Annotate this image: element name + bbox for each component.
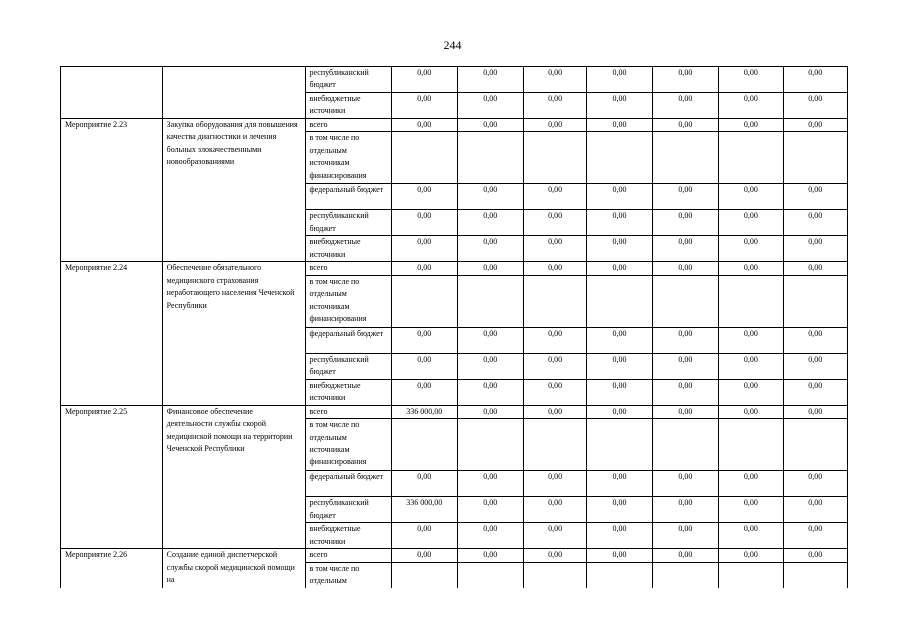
value-cell: 0,00 — [587, 184, 652, 210]
value-cell: 0,00 — [783, 405, 847, 418]
event-id-cell — [61, 67, 163, 119]
event-description-cell: Закупка оборудования для повышения качества диагностики и лечения больных злокачественными новообразованиями — [162, 119, 305, 262]
value-cell: 0,00 — [457, 353, 523, 379]
funding-source-cell: всего — [305, 119, 392, 132]
value-cell: 0,00 — [523, 353, 586, 379]
event-description-cell: Финансовое обеспечение деятельности службы скорой медицинской помощи на территории Чеченской Республики — [162, 405, 305, 548]
value-cell: 0,00 — [652, 353, 718, 379]
value-cell: 0,00 — [523, 262, 586, 275]
funding-source-cell: внебюджетные источники — [305, 523, 392, 549]
value-cell: 0,00 — [719, 471, 783, 497]
funding-source-cell: республиканский бюджет — [305, 353, 392, 379]
value-cell: 0,00 — [523, 93, 586, 119]
funding-source-cell: внебюджетные источники — [305, 236, 392, 262]
value-cell: 0,00 — [523, 327, 586, 353]
value-cell — [719, 132, 783, 184]
value-cell: 0,00 — [783, 119, 847, 132]
value-cell: 0,00 — [783, 471, 847, 497]
value-cell: 0,00 — [783, 93, 847, 119]
value-cell: 0,00 — [587, 523, 652, 549]
value-cell: 0,00 — [523, 497, 586, 523]
value-cell: 0,00 — [652, 184, 718, 210]
value-cell: 0,00 — [457, 327, 523, 353]
value-cell: 0,00 — [523, 405, 586, 418]
value-cell: 0,00 — [457, 67, 523, 93]
value-cell: 0,00 — [392, 236, 457, 262]
value-cell: 0,00 — [652, 405, 718, 418]
value-cell: 0,00 — [523, 471, 586, 497]
value-cell: 0,00 — [392, 93, 457, 119]
value-cell: 0,00 — [392, 262, 457, 275]
value-cell — [652, 419, 718, 471]
value-cell: 0,00 — [587, 497, 652, 523]
value-cell: 0,00 — [652, 210, 718, 236]
value-cell: 0,00 — [719, 405, 783, 418]
value-cell: 0,00 — [523, 523, 586, 549]
value-cell: 0,00 — [587, 405, 652, 418]
funding-source-cell: внебюджетные источники — [305, 379, 392, 405]
value-cell: 0,00 — [783, 236, 847, 262]
value-cell: 0,00 — [652, 523, 718, 549]
page-number: 244 — [443, 38, 462, 52]
value-cell: 0,00 — [523, 210, 586, 236]
value-cell: 0,00 — [587, 327, 652, 353]
value-cell: 0,00 — [587, 262, 652, 275]
value-cell: 0,00 — [719, 210, 783, 236]
value-cell: 0,00 — [719, 236, 783, 262]
value-cell: 0,00 — [392, 471, 457, 497]
value-cell: 0,00 — [523, 119, 586, 132]
value-cell: 0,00 — [392, 523, 457, 549]
value-cell: 0,00 — [457, 379, 523, 405]
value-cell — [587, 132, 652, 184]
value-cell — [392, 419, 457, 471]
value-cell: 0,00 — [587, 119, 652, 132]
value-cell — [783, 419, 847, 471]
value-cell: 0,00 — [783, 184, 847, 210]
table-row — [61, 549, 848, 562]
value-cell: 0,00 — [457, 497, 523, 523]
value-cell: 0,00 — [457, 236, 523, 262]
value-cell — [523, 419, 586, 471]
value-cell: 0,00 — [523, 236, 586, 262]
value-cell: 0,00 — [392, 353, 457, 379]
value-cell: 336 000,00 — [392, 497, 457, 523]
value-cell: 0,00 — [392, 327, 457, 353]
value-cell: 0,00 — [719, 184, 783, 210]
value-cell: 0,00 — [652, 93, 718, 119]
value-cell: 0,00 — [523, 67, 586, 93]
value-cell — [783, 132, 847, 184]
value-cell: 0,00 — [783, 379, 847, 405]
value-cell: 0,00 — [719, 262, 783, 275]
value-cell: 0,00 — [783, 353, 847, 379]
value-cell: 0,00 — [652, 471, 718, 497]
event-id-cell: Мероприятие 2.24 — [61, 262, 163, 405]
funding-source-cell: федеральный бюджет — [305, 327, 392, 353]
value-cell: 0,00 — [652, 67, 718, 93]
value-cell: 0,00 — [652, 549, 718, 562]
value-cell: 0,00 — [457, 210, 523, 236]
event-description-cell: Создание единой диспетчерской службы скорой медицинской помощи на — [162, 549, 305, 588]
value-cell: 0,00 — [523, 184, 586, 210]
funding-source-cell: в том числе по отдельным — [305, 562, 392, 588]
table-row — [61, 405, 848, 418]
value-cell — [719, 419, 783, 471]
funding-source-cell: республиканский бюджет — [305, 210, 392, 236]
value-cell: 0,00 — [652, 327, 718, 353]
value-cell — [523, 275, 586, 327]
value-cell — [457, 562, 523, 588]
value-cell: 0,00 — [783, 327, 847, 353]
value-cell — [457, 275, 523, 327]
value-cell: 0,00 — [783, 497, 847, 523]
funding-source-cell: республиканский бюджет — [305, 67, 392, 93]
value-cell — [457, 419, 523, 471]
event-id-cell: Мероприятие 2.23 — [61, 119, 163, 262]
value-cell: 0,00 — [457, 471, 523, 497]
value-cell: 0,00 — [652, 119, 718, 132]
value-cell: 0,00 — [783, 262, 847, 275]
value-cell: 0,00 — [783, 549, 847, 562]
value-cell: 0,00 — [523, 549, 586, 562]
value-cell: 0,00 — [392, 67, 457, 93]
funding-source-cell: в том числе по отдельным источникам финансирования — [305, 419, 392, 471]
event-description-cell — [162, 67, 305, 119]
value-cell: 0,00 — [392, 119, 457, 132]
funding-source-cell: республиканский бюджет — [305, 497, 392, 523]
value-cell — [783, 275, 847, 327]
value-cell — [587, 275, 652, 327]
value-cell — [523, 132, 586, 184]
value-cell — [652, 275, 718, 327]
value-cell: 0,00 — [719, 549, 783, 562]
value-cell: 0,00 — [719, 497, 783, 523]
value-cell — [719, 275, 783, 327]
value-cell: 0,00 — [457, 549, 523, 562]
value-cell: 0,00 — [719, 379, 783, 405]
funding-source-cell: в том числе по отдельным источникам финансирования — [305, 132, 392, 184]
value-cell: 0,00 — [652, 262, 718, 275]
value-cell: 0,00 — [392, 379, 457, 405]
value-cell: 0,00 — [587, 471, 652, 497]
value-cell: 0,00 — [457, 184, 523, 210]
value-cell: 0,00 — [719, 93, 783, 119]
event-description-cell: Обеспечение обязательного медицинского страхования неработающего населения Чеченской Республики — [162, 262, 305, 405]
value-cell — [523, 562, 586, 588]
value-cell — [392, 275, 457, 327]
funding-source-cell: всего — [305, 405, 392, 418]
value-cell — [587, 562, 652, 588]
value-cell: 0,00 — [719, 353, 783, 379]
value-cell — [719, 562, 783, 588]
budget-table-body — [61, 67, 848, 589]
value-cell: 0,00 — [457, 119, 523, 132]
value-cell: 0,00 — [587, 353, 652, 379]
value-cell: 0,00 — [783, 210, 847, 236]
value-cell: 0,00 — [719, 523, 783, 549]
budget-table — [60, 66, 848, 588]
value-cell: 0,00 — [783, 523, 847, 549]
funding-source-cell: всего — [305, 262, 392, 275]
value-cell: 0,00 — [719, 119, 783, 132]
value-cell: 0,00 — [523, 379, 586, 405]
value-cell: 0,00 — [587, 549, 652, 562]
table-row — [61, 262, 848, 275]
value-cell: 0,00 — [392, 549, 457, 562]
value-cell — [652, 562, 718, 588]
value-cell: 0,00 — [392, 210, 457, 236]
table-row — [61, 67, 848, 93]
value-cell — [392, 562, 457, 588]
value-cell — [783, 562, 847, 588]
value-cell — [652, 132, 718, 184]
value-cell: 0,00 — [652, 497, 718, 523]
value-cell: 0,00 — [587, 379, 652, 405]
value-cell: 0,00 — [457, 262, 523, 275]
funding-source-cell: в том числе по отдельным источникам финансирования — [305, 275, 392, 327]
table-row — [61, 119, 848, 132]
value-cell: 0,00 — [652, 236, 718, 262]
value-cell — [457, 132, 523, 184]
funding-source-cell: внебюджетные источники — [305, 93, 392, 119]
value-cell — [587, 419, 652, 471]
funding-source-cell: всего — [305, 549, 392, 562]
value-cell: 0,00 — [719, 327, 783, 353]
value-cell: 0,00 — [587, 67, 652, 93]
value-cell: 336 000,00 — [392, 405, 457, 418]
event-id-cell: Мероприятие 2.26 — [61, 549, 163, 588]
funding-source-cell: федеральный бюджет — [305, 471, 392, 497]
value-cell: 0,00 — [652, 379, 718, 405]
value-cell: 0,00 — [587, 210, 652, 236]
event-id-cell: Мероприятие 2.25 — [61, 405, 163, 548]
value-cell: 0,00 — [457, 405, 523, 418]
value-cell: 0,00 — [457, 523, 523, 549]
value-cell: 0,00 — [457, 93, 523, 119]
funding-source-cell: федеральный бюджет — [305, 184, 392, 210]
value-cell: 0,00 — [719, 67, 783, 93]
value-cell: 0,00 — [783, 67, 847, 93]
value-cell: 0,00 — [587, 236, 652, 262]
value-cell: 0,00 — [587, 93, 652, 119]
value-cell — [392, 132, 457, 184]
value-cell: 0,00 — [392, 184, 457, 210]
